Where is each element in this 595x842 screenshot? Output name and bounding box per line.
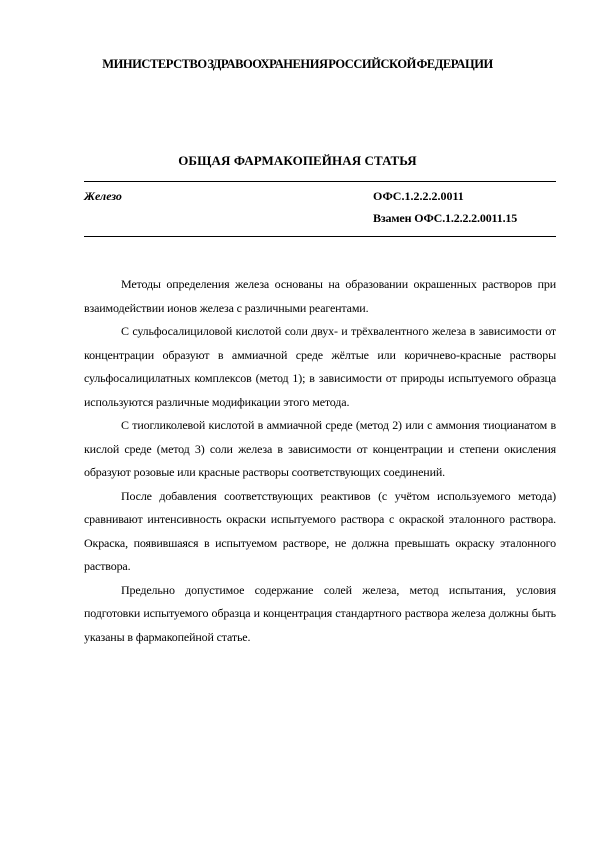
paragraph-method-1: С сульфосалициловой кислотой соли двух- и трёхвалентного железа в зависимости от концентрации образуют в аммиачной среде жёлтые или коричнево-красные растворы сульфосалицилатных комплексов (метод 1); в зависимости от природы испытуемого образца используются различные модификации этого метода. (84, 324, 556, 409)
monograph-name: Железо (84, 189, 122, 203)
bottom-divider (84, 236, 556, 237)
monograph-replaces: Взамен ОФС.1.2.2.2.0011.15 (373, 211, 518, 225)
paragraph-intro: Методы определения железа основаны на образовании окрашенных растворов при взаимодействии ионов железа с различными реагентами. (84, 277, 556, 315)
ministry-header: МИНИСТЕРСТВО ЗДРАВООХРАНЕНИЯ РОССИЙСКОЙ ФЕДЕРАЦИИ (102, 57, 493, 71)
paragraph-limits: Предельно допустимое содержание солей железа, метод испытания, условия подготовки испытуемого образца и концентрация стандартного раствора железа должны быть указаны в фармакопейной статье. (84, 582, 556, 644)
paragraph-comparison: После добавления соответствующих реактивов (с учётом используемого метода) сравнивают интенсивность окраски испытуемого раствора с окраской эталонного раствора. Окраска, появившаяся в испытуемом растворе, не должна превышать окраску эталонного раствора. (84, 488, 556, 573)
document-type-title: ОБЩАЯ ФАРМАКОПЕЙНАЯ СТАТЬЯ (178, 153, 417, 168)
monograph-number: ОФС.1.2.2.2.0011 (373, 189, 464, 203)
paragraph-methods-2-3: С тиогликолевой кислотой в аммиачной среде (метод 2) или с аммония тиоцианатом в кислой среде (метод 3) соли железа в зависимости от концентрации и степени окисления образуют розовые или красные растворы соответствующих соединений. (84, 418, 556, 479)
document-body (84, 273, 556, 649)
top-divider (84, 181, 556, 182)
